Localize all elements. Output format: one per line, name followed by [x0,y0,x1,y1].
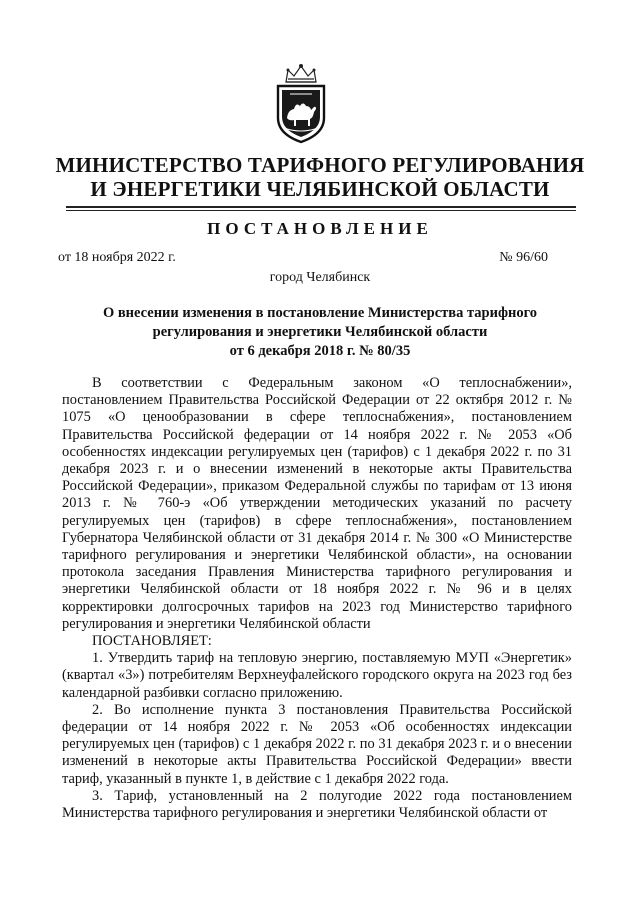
ministry-name-line1: МИНИСТЕРСТВО ТАРИФНОГО РЕГУЛИРОВАНИЯ [55,153,585,177]
resolves-heading: ПОСТАНОВЛЯЕТ: [92,633,212,650]
preamble-paragraph: В соответствии с Федеральным законом «О теплоснабжении», постановлением Правительства Российской Федерации от 22 октября 2012 г. № 1075 «О ценообразовании в сфере теплоснабжения», постановлением Правительства Российской федерации от 14 ноября 2022 г. № 2053 «Об особенностях индексации регулируемых цен (тарифов) с 1 декабря 2022 г. по 31 декабря 2023 г. и о внесении изменений в некоторые акты Правительства Российской Федерации», приказом Федеральной службы по тарифам от 13 июня 2013 г. № 760-э «Об утверждении методических указаний по расчету регулируемых цен (тарифов) в сфере теплоснабжения», постановлением Губернатора Челябинской области от 31 декабря 2014 г. № 300 «О Министерстве тарифного регулирования и энергетики Челябинской области», на основании протокола заседания Правления Министерства тарифного регулирования и энергетики Челябинской области от 18 ноября 2022 г. № 96 и в целях корректировки долгосрочных тарифов на 2023 год Министерство тарифного регулирования и энергетики Челябинской области [62,375,572,632]
document-number: № 96/60 [499,250,548,265]
item-1-paragraph: 1. Утвердить тариф на тепловую энергию, поставляемую МУП «Энергетик» (квартал «3») потребителям Верхнеуфалейского городского округа на 2023 год без календарной разбивки согласно приложению. [62,650,572,701]
document-date: от 18 ноября 2022 г. [58,250,176,265]
document-body [62,375,572,822]
document-type-title: ПОСТАНОВЛЕНИЕ [207,219,433,238]
header-divider [66,206,576,211]
subject-line3: от 6 декабря 2018 г. № 80/35 [229,343,411,359]
ministry-name-line2: И ЭНЕРГЕТИКИ ЧЕЛЯБИНСКОЙ ОБЛАСТИ [90,177,550,201]
item-2-paragraph: 2. Во исполнение пункта 3 постановления Правительства Российской федерации от 14 ноября 2022 г. № 2053 «Об особенностях индексации регулируемых цен (тарифов) с 1 декабря 2022 г. по 31 декабря 2023 г. и о внесении изменений в некоторые акты Правительства Российской Федерации» ввести тариф, указанный в пункте 1, в действие с 1 декабря 2022 года. [62,701,572,787]
document-city: город Челябинск [269,270,371,285]
item-3-paragraph: 3. Тариф, установленный на 2 полугодие 2022 года постановлением Министерства тарифного регулирования и энергетики Челябинской области от [62,787,572,822]
chelyabinsk-coat-of-arms-icon [268,60,334,144]
subject-line1: О внесении изменения в постановление Министерства тарифного [102,305,538,321]
subject-line2: регулирования и энергетики Челябинской области [152,324,488,340]
document-subject [80,304,560,361]
